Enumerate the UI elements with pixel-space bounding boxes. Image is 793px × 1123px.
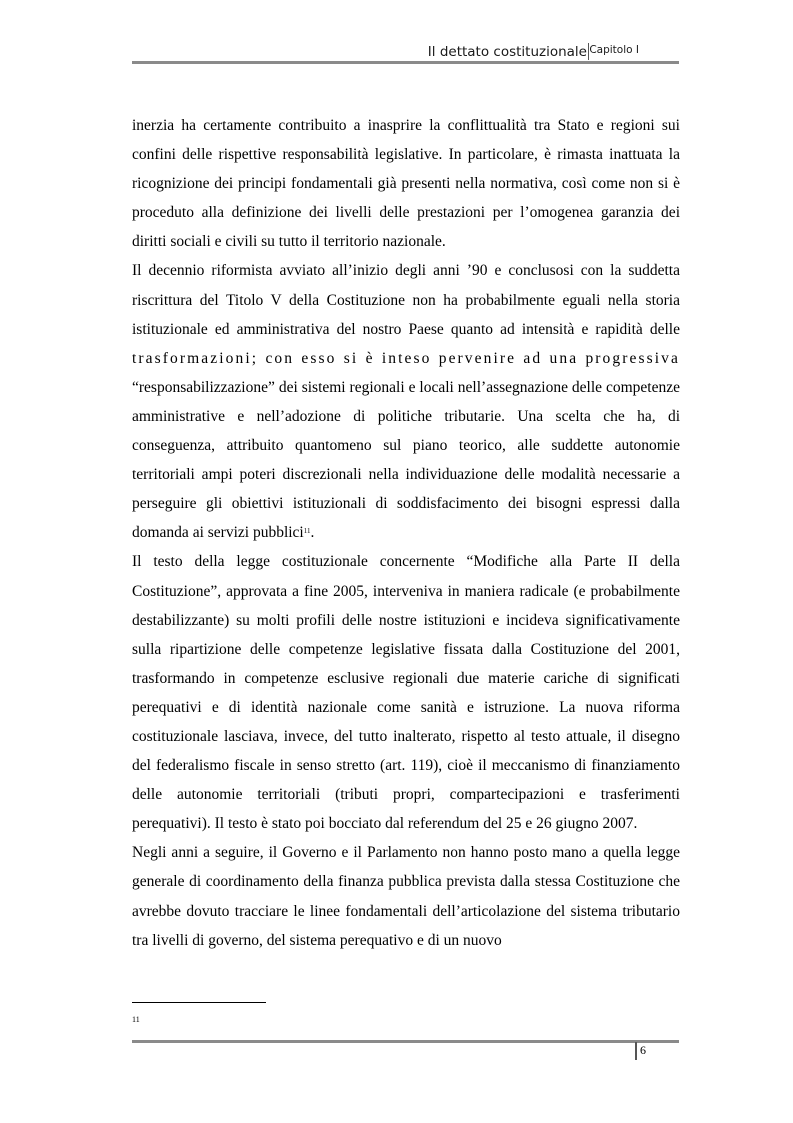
page-header [132,44,679,64]
paragraph-text-spaced: trasformazioni; con esso si è inteso pervenire ad una progressiva [132,349,680,367]
paragraph [132,256,680,547]
footnote-number: 11 [132,1015,140,1024]
header-section-title: Il dettato costituzionale [427,44,587,60]
footer-separator [635,1042,637,1060]
header-rule [132,61,679,64]
footnote-rule [132,1002,266,1003]
body-text [132,111,680,955]
footer-rule [132,1040,679,1043]
header-chapter-label: Capitolo I [589,44,639,56]
paragraph-text: . [310,524,315,542]
paragraph-text: Il decennio riformista avviato all’inizio degli anni ’90 e conclusosi con la suddetta riscrittura del Titolo V della Costituzione non ha probabilmente eguali nella storia istituzionale ed amministrativa del nostro Paese quanto ad intensità e rapidità delle [132,262,680,338]
page-number: 6 [640,1043,646,1057]
paragraph: Negli anni a seguire, il Governo e il Parlamento non hanno posto mano a quella legge generale di coordinamento della finanza pubblica prevista dalla stessa Costituzione che avrebbe dovuto tracciare le linee fondamentali dell’articolazione del sistema tributario tra livelli di governo, del sistema perequativo e di un nuovo [132,844,680,949]
footnote-reference[interactable]: 11 [303,527,311,536]
paragraph: Il testo della legge costituzionale concernente “Modifiche alla Parte II della Costituzione”, approvata a fine 2005, interveniva in maniera radicale (e probabilmente destabilizzante) su molti profili delle nostre istituzioni e incideva significativamente sulla ripartizione delle competenze legislative fissata dalla Costituzione del 2001, trasformando in competenze esclusive regionali due materie cariche di significati perequativi e di identità nazionale come sanità e istruzione. La nuova riforma costituzionale lasciava, invece, del tutto inalterato, rispetto al testo attuale, il disegno del federalismo fiscale in senso stretto (art. 119), cioè il meccanismo di finanziamento delle autonomie territoriali (tributi propri, compartecipazioni e trasferimenti perequativi). Il testo è stato poi bocciato dal referendum del 25 e 26 giugno 2007. [132,553,680,833]
paragraph: inerzia ha certamente contribuito a inasprire la conflittualità tra Stato e regioni sui confini delle rispettive responsabilità legislative. In particolare, è rimasta inattuata la ricognizione dei principi fondamentali già presenti nella normativa, così come non si è proceduto alla definizione dei livelli delle prestazioni per l’omogenea garanzia dei diritti sociali e civili su tutto il territorio nazionale. [132,117,680,251]
paragraph-text: “responsabilizzazione” dei sistemi regionali e locali nell’assegnazione delle competenze amministrative e nell’adozione di politiche tributarie. Una scelta che ha, di conseguenza, attribuito quantomeno sul piano teorico, alle suddette autonomie territoriali ampi poteri discrezionali nella individuazione delle modalità necessarie a perseguire gli obiettivi istituzionali di soddisfacimento dei bisogni espressi dalla domanda ai servizi pubblici [132,378,680,542]
